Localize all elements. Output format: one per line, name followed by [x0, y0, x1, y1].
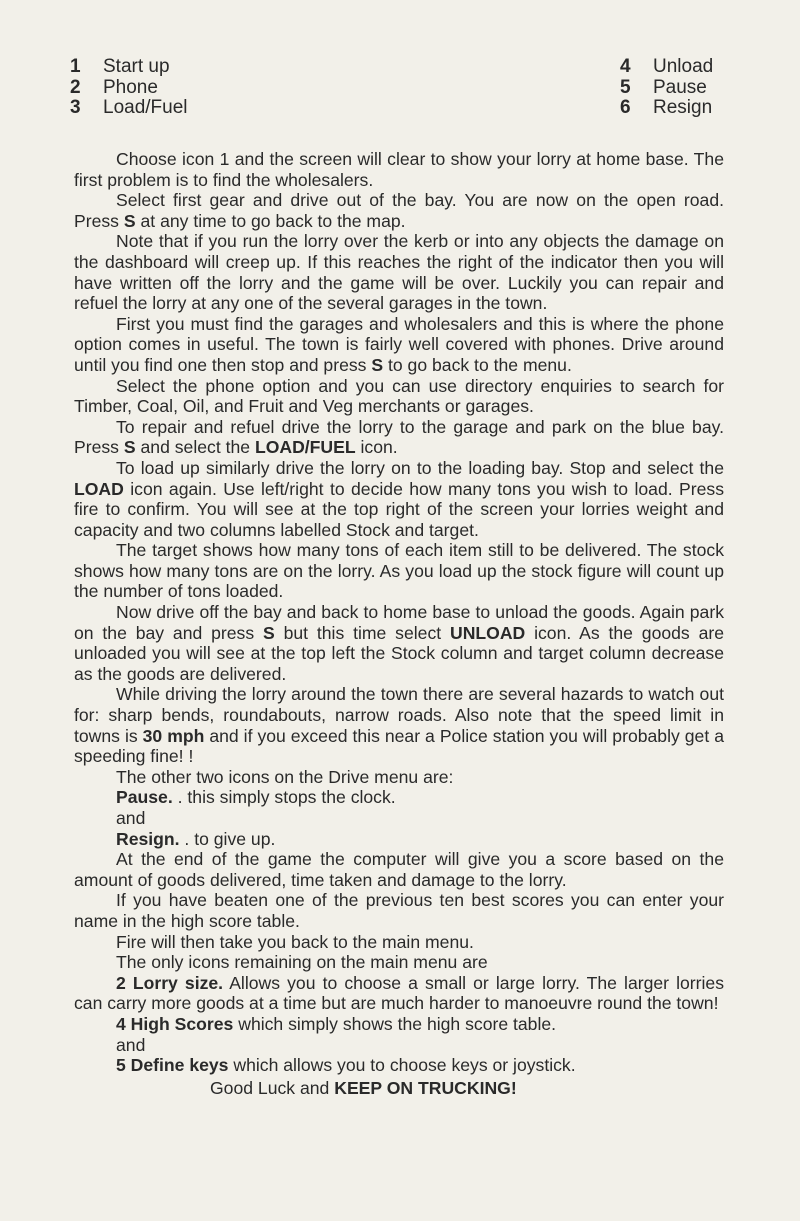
instruction-paragraph: [74, 417, 724, 458]
emphasis-text: Pause.: [116, 787, 173, 808]
paragraph-text: To load up similarly drive the lorry on to the loading bay. Stop and select the: [116, 457, 724, 478]
instruction-paragraph: [74, 973, 724, 1014]
instruction-paragraph: [74, 1055, 724, 1076]
menu-item-label: Unload: [653, 56, 714, 77]
menu-item-number: 2: [70, 76, 81, 98]
emphasis-text: 2 Lorry size.: [116, 972, 224, 993]
paragraph-text: but this time select: [274, 622, 450, 643]
paragraph-text: Choose icon 1 and the screen will clear to show your lorry at home base. The first problem is to find the wholesalers.: [74, 149, 724, 190]
paragraph-text: First you must find the garages and wholesalers and this is where the phone option comes in useful. The town is fairly well covered with phones. Drive around until you find one then stop and press: [74, 313, 724, 375]
menu-item-number: 1: [70, 56, 81, 77]
instruction-paragraph: [74, 602, 724, 684]
instruction-paragraph: [74, 808, 724, 829]
emphasis-text: Resign.: [116, 828, 180, 849]
instruction-paragraph: [74, 190, 724, 231]
paragraph-text: Note that if you run the lorry over the kerb or into any objects the damage on the dashboard will creep up. If this reaches the right of the indicator then you will have written off the lorry and the game will be over. Luckily you can repair and refuel the lorry at any one of the several garages in the town.: [74, 231, 724, 314]
paragraph-text: The only icons remaining on the main menu are: [116, 952, 488, 973]
instruction-paragraph: [74, 890, 724, 931]
paragraph-text: The other two icons on the Drive menu are:: [116, 766, 454, 787]
closing-line: [74, 1078, 724, 1099]
paragraph-text: and select the: [135, 437, 255, 458]
instruction-paragraph: [74, 829, 724, 850]
menu-item-number: 3: [70, 97, 81, 118]
menu-item-number: 4: [620, 56, 631, 77]
paragraph-text: If you have beaten one of the previous ten best scores you can enter your name in the high score table.: [74, 890, 724, 931]
menu-item-label: Pause: [653, 76, 707, 98]
paragraph-text: Now drive off the bay and back to home base to unload the goods. Again park on the bay and press: [74, 602, 724, 643]
emphasis-text: S: [262, 622, 275, 643]
emphasis-text: 5 Define keys: [116, 1055, 229, 1076]
paragraph-text: which allows you to choose keys or joystick.: [228, 1055, 576, 1076]
instruction-paragraph: [74, 952, 724, 973]
paragraph-text: which simply shows the high score table.: [233, 1013, 557, 1034]
menu-item: [70, 78, 188, 99]
instruction-paragraph: [74, 458, 724, 540]
instruction-paragraph: [74, 376, 724, 417]
paragraph-text: While driving the lorry around the town there are several hazards to watch out for: sharp bends, roundabouts, narrow roads. Also note that the speed limit in towns is: [74, 684, 724, 746]
menu-item: [620, 98, 713, 119]
menu-list-right: [620, 57, 713, 119]
menu-item-label: Resign: [653, 97, 713, 118]
slogan-text: KEEP ON TRUCKING!: [334, 1077, 517, 1098]
instruction-paragraph: [74, 1035, 724, 1056]
menu-item: [70, 57, 188, 78]
instruction-paragraph: [74, 1014, 724, 1035]
emphasis-text: LOAD: [74, 478, 124, 499]
paragraph-text: icon.: [355, 437, 398, 458]
menu-item: [70, 98, 188, 119]
emphasis-text: S: [123, 437, 136, 458]
menu-item-number: 6: [620, 97, 631, 118]
paragraph-text: at any time to go back to the map.: [135, 210, 406, 231]
emphasis-text: S: [371, 354, 384, 375]
instruction-paragraph: [74, 787, 724, 808]
paragraph-text: and: [116, 1034, 146, 1055]
emphasis-text: S: [123, 210, 136, 231]
paragraph-text: Allows you to choose a small or large lorry. The larger lorries can carry more goods at a time but are much harder to manoeuvre round the town!: [74, 972, 724, 1014]
menu-item-number: 5: [620, 76, 631, 98]
paragraph-text: . to give up.: [179, 828, 276, 849]
paragraph-text: Select the phone option and you can use directory enquiries to search for Timber, Coal, Oil, and Fruit and Veg merchants or garages.: [74, 375, 724, 417]
paragraph-text: . this simply stops the clock.: [172, 787, 396, 808]
instruction-paragraph: [74, 231, 724, 313]
paragraph-text: and: [116, 808, 146, 828]
instruction-paragraph: [74, 540, 724, 602]
closing-text: Good Luck and: [210, 1077, 335, 1098]
paragraph-text: to go back to the menu.: [383, 354, 572, 375]
menu-item: [620, 78, 713, 99]
emphasis-text: 4 High Scores: [116, 1013, 234, 1034]
instruction-paragraph: [74, 932, 724, 953]
instruction-paragraph: [74, 684, 724, 766]
paragraph-text: and if you exceed this near a Police station you will probably get a speeding fine! !: [74, 725, 724, 767]
instruction-paragraph: [74, 849, 724, 890]
emphasis-text: LOAD/FUEL: [254, 437, 356, 458]
paragraph-text: To repair and refuel drive the lorry to the garage and park on the blue bay. Press: [74, 416, 724, 458]
menu-item-label: Start up: [103, 56, 170, 77]
paragraph-text: At the end of the game the computer will give you a score based on the amount of goods delivered, time taken and damage to the lorry.: [74, 849, 724, 890]
emphasis-text: 30 mph: [142, 725, 205, 746]
menu-item-label: Load/Fuel: [103, 97, 188, 118]
instruction-paragraph: [74, 314, 724, 376]
paragraph-text: icon again. Use left/right to decide how many tons you wish to load. Press fire to confirm. You will see at the top right of the screen your lorries weight and capacity and two columns labelled Stock and target.: [74, 478, 724, 540]
paragraph-text: Fire will then take you back to the main menu.: [116, 931, 474, 952]
menu-item: [620, 57, 713, 78]
menu-item-label: Phone: [103, 76, 158, 98]
paragraph-text: icon. As the goods are unloaded you will see at the top left the Stock column and target column decrease as the goods are delivered.: [74, 622, 724, 684]
instructions-text: [74, 149, 724, 1098]
menu-list-left: [70, 57, 188, 119]
instruction-paragraph: [74, 767, 724, 788]
paragraph-text: Select first gear and drive out of the bay. You are now on the open road. Press: [74, 190, 724, 231]
instruction-paragraph: [74, 149, 724, 190]
paragraph-text: The target shows how many tons of each item still to be delivered. The stock shows how many tons are on the lorry. As you load up the stock figure will count up the number of tons loaded.: [74, 540, 724, 602]
emphasis-text: UNLOAD: [449, 622, 526, 643]
